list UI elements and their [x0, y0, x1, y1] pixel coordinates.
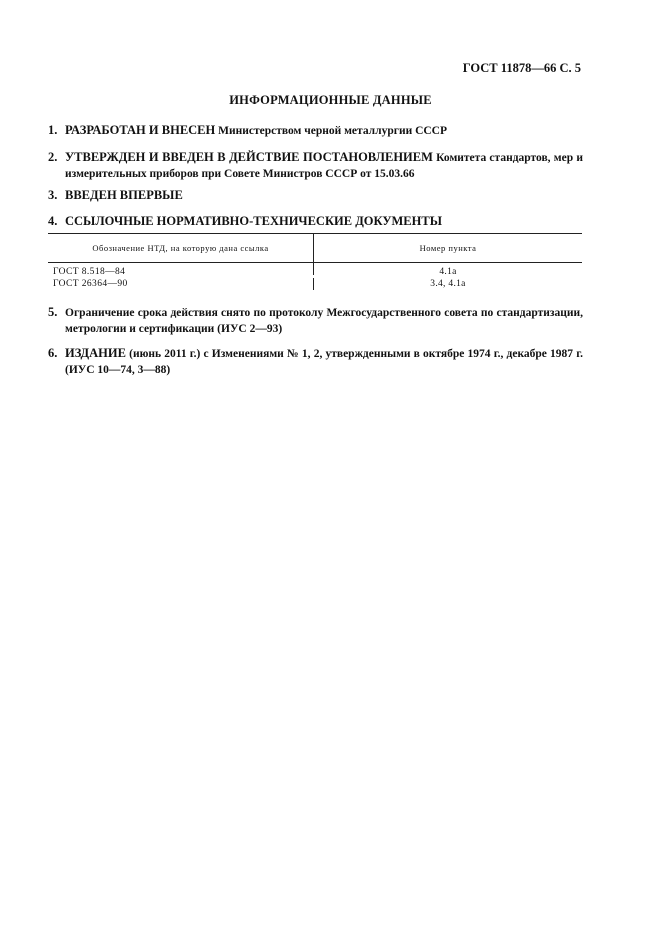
item-caption: ИЗДАНИЕ: [65, 346, 126, 360]
table-header-row: [48, 234, 582, 263]
column-header-document: Обозначение НТД, на которую дана ссылка: [48, 234, 314, 262]
item-caption: ССЫЛОЧНЫЕ НОРМАТИВНО-ТЕХНИЧЕСКИЕ ДОКУМЕНТЫ: [65, 214, 442, 228]
item-body: [65, 123, 583, 139]
item-text: Комитета стандартов, мер и измерительных приборов при Совете Министров СССР от 15.03.66: [65, 152, 583, 180]
table-cell-document: ГОСТ 26364—90: [48, 278, 314, 290]
item-body: [65, 305, 583, 337]
item-text: Ограничение срока действия снято по протоколу Межгосударственного совета по стандартизации, метрологии и сертификации (ИУС 2—93): [65, 307, 583, 335]
info-item-5: [48, 305, 583, 337]
info-item-3: [48, 188, 583, 204]
info-item-4: [48, 214, 583, 230]
item-number: 1.: [48, 123, 58, 137]
item-body: [65, 346, 583, 378]
item-caption: РАЗРАБОТАН И ВНЕСЕН: [65, 123, 216, 137]
item-text: (июнь 2011 г.) с Изменениями № 1, 2, утвержденными в октябре 1974 г., декабре 1987 г. (ИУС 10—74, 3—88): [65, 348, 583, 376]
table-row: [48, 278, 582, 294]
item-number: 2.: [48, 150, 58, 164]
info-item-6: [48, 346, 583, 378]
table-cell-document: ГОСТ 8.518—84: [48, 263, 314, 275]
info-item-2: [48, 150, 583, 182]
item-number: 3.: [48, 188, 58, 202]
item-caption: УТВЕРЖДЕН И ВВЕДЕН В ДЕЙСТВИЕ ПОСТАНОВЛЕНИЕМ: [65, 150, 433, 164]
item-caption: ВВЕДЕН ВПЕРВЫЕ: [65, 188, 183, 202]
reference-documents-table: [48, 233, 582, 294]
table-cell-clause: 4.1а: [439, 267, 457, 277]
info-item-1: [48, 123, 583, 139]
item-body: [65, 214, 583, 230]
table-cell-clause: 3.4, 4.1а: [430, 279, 466, 289]
item-number: 4.: [48, 214, 58, 228]
table-row: [48, 263, 582, 278]
item-body: [65, 150, 583, 182]
document-title: ИНФОРМАЦИОННЫЕ ДАННЫЕ: [229, 93, 432, 107]
item-number: 5.: [48, 305, 58, 319]
item-text: Министерством черной металлургии СССР: [215, 125, 448, 137]
page-header: ГОСТ 11878—66 С. 5: [462, 61, 581, 75]
item-body: [65, 188, 583, 204]
column-header-clause: Номер пункта: [419, 243, 477, 253]
item-number: 6.: [48, 346, 58, 360]
